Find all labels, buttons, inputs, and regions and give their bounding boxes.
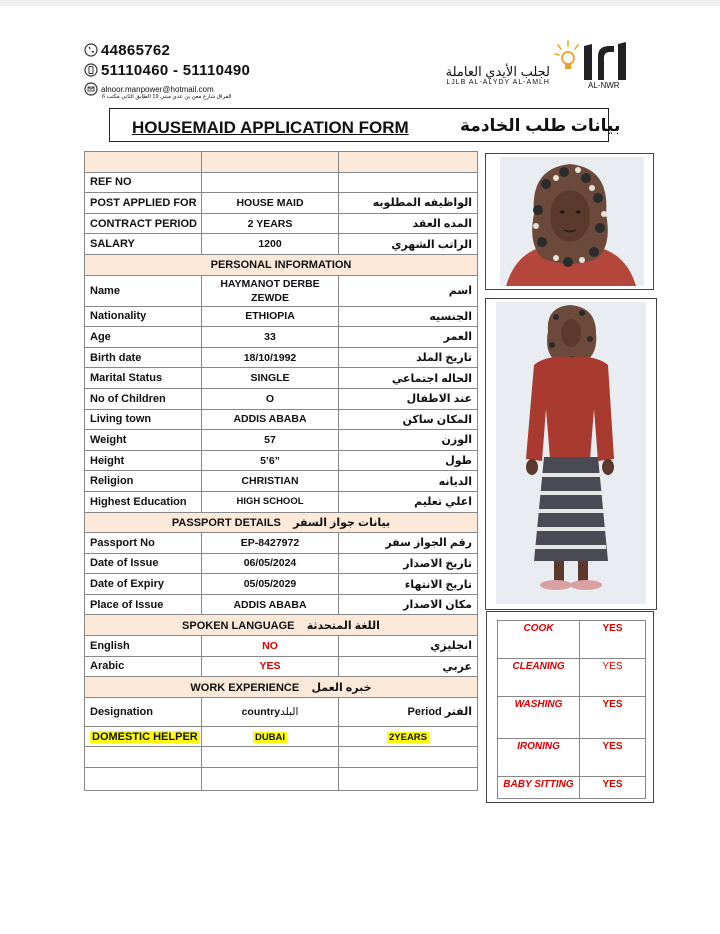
place-value: ADDIS ABABA [202,594,339,615]
contract-label: CONTRACT PERIOD [85,213,202,234]
section-header-personal [85,254,478,275]
table-row [85,409,478,430]
ref-label: REF NO [85,172,202,193]
language-heading: SPOKEN LANGUAGE [182,619,295,632]
age-value: 33 [202,327,339,348]
personal-info-heading: PERSONAL INFORMATION [85,254,478,275]
skill-value: YES [580,697,646,739]
table-top-row [85,152,478,173]
lightbulb-logo-icon [554,40,642,84]
language-heading-ar: اللغة المتحدثة [306,619,380,632]
expiry-label: Date of Expiry [85,574,202,595]
phone-secondary: 51110460 - 51110490 [101,61,251,79]
weight-label: Weight [85,430,202,451]
salary-value: 1200 [202,234,339,255]
religion-label: Religion [85,471,202,492]
email-icon [84,82,98,96]
form-title-english: HOUSEMAID APPLICATION FORM [132,118,409,137]
table-row-empty [85,747,478,768]
table-row [85,636,478,657]
table-row [85,306,478,327]
skill-name: IRONING [498,739,580,777]
marital-label-ar: الحاله اجتماعي [339,368,478,389]
skill-value: YES [580,777,646,799]
table-row [85,656,478,677]
table-row [85,347,478,368]
section-header-passport [85,512,478,533]
arabic-value: YES [202,656,339,677]
post-value: HOUSE MAID [202,193,339,214]
name-label-ar: اسم [339,275,478,306]
table-row [85,594,478,615]
english-value: NO [202,636,339,657]
name-value: HAYMANOT DERBE ZEWDE [202,275,339,306]
nationality-label-ar: الجنسيه [339,306,478,327]
passport-heading-ar: بيانات جواز السفر [293,516,391,529]
country-col-label: country [241,705,281,718]
table-row [85,533,478,554]
birth-value: 18/10/1992 [202,347,339,368]
skill-row [498,621,646,659]
town-label-ar: المكان ساكن [339,409,478,430]
place-label: Place of Issue [85,594,202,615]
designation-col-label: Designation [85,697,202,726]
issue-label-ar: تاريخ الاصدار [339,553,478,574]
top-strip [0,0,720,6]
work-country: DUBAI [254,731,286,743]
portrait-photo [485,153,654,290]
skill-name: BABY SITTING [498,777,580,799]
period-col-label: Period [407,706,442,719]
passport-no-label-ar: رقم الجواز سفر [339,533,478,554]
table-row [85,327,478,348]
salary-label-ar: الراتب الشهري [339,234,478,255]
phone-icon [84,43,98,57]
application-table [84,151,478,791]
arabic-label: Arabic [85,656,202,677]
form-title-arabic: بيانات طلب الخادمة [460,116,621,135]
height-value: 5’6” [202,450,339,471]
skill-value: YES [580,621,646,659]
table-row [85,471,478,492]
skill-row [498,659,646,697]
skills-table [497,620,646,799]
passport-no-label: Passport No [85,533,202,554]
skills-panel [486,611,654,803]
birth-label: Birth date [85,347,202,368]
work-designation: DOMESTIC HELPER [92,730,198,743]
table-row [85,213,478,234]
age-label-ar: العمر [339,327,478,348]
passport-heading: PASSPORT DETAILS [171,516,281,529]
skill-row [498,697,646,739]
table-row [85,450,478,471]
education-label: Highest Education [85,491,202,512]
post-label-ar: الواظيفه المطلوبه [339,193,478,214]
contact-block [84,40,250,100]
work-heading-ar: خبره العمل [311,681,372,694]
section-header-work [85,677,478,698]
table-row [85,491,478,512]
age-label: Age [85,327,202,348]
table-row [85,574,478,595]
phone-primary: 44865762 [101,41,171,59]
english-label-ar: انجليزي [339,636,478,657]
expiry-value: 05/05/2029 [202,574,339,595]
full-body-image [486,299,656,609]
town-value: ADDIS ABABA [202,409,339,430]
arabic-label-ar: عربي [339,656,478,677]
post-label: POST APPLIED FOR [85,193,202,214]
table-row [85,172,478,193]
name-label: Name [85,275,202,306]
contract-label-ar: المده العقد [339,213,478,234]
logo-subtitle: AL-NWR [588,81,620,90]
full-body-photo [485,298,657,610]
work-entry-row [85,726,478,747]
table-row [85,275,478,306]
table-row [85,388,478,409]
mobile-icon [84,63,98,77]
table-row [85,430,478,451]
skill-row [498,777,646,799]
contract-value: 2 YEARS [202,213,339,234]
education-value: HIGH SCHOOL [202,491,339,512]
ref-value [202,172,339,193]
children-label: No of Children [85,388,202,409]
table-row [85,193,478,214]
period-col-label-ar: الفتر [444,706,472,719]
religion-value: CHRISTIAN [202,471,339,492]
work-columns-row [85,697,478,726]
weight-label-ar: الوزن [339,430,478,451]
religion-label-ar: الديانه [339,471,478,492]
email-address: alnoor.manpower@hotmail.com [101,84,214,94]
place-label-ar: مكان الاصدار [339,594,478,615]
education-label-ar: اعلي تعليم [339,491,478,512]
town-label: Living town [85,409,202,430]
office-address: الفراق شارع معن بن عدي مبني 19 الطابق الثاني مكتب 6 [102,94,232,100]
work-heading: WORK EXPERIENCE [190,681,300,694]
portrait-image [486,154,653,289]
marital-label: Marital Status [85,368,202,389]
skill-name: COOK [498,621,580,659]
work-period: 2YEARS [388,731,427,743]
skill-row [498,739,646,777]
salary-label: SALARY [85,234,202,255]
table-row [85,553,478,574]
english-label: English [85,636,202,657]
children-label-ar: عند الاطفال [339,388,478,409]
nationality-value: ETHIOPIA [202,306,339,327]
logo-arabic-text: لجلب الأيدي العاملة [445,64,550,79]
table-row-empty [85,768,478,791]
expiry-label-ar: تاريخ الانتهاء [339,574,478,595]
marital-value: SINGLE [202,368,339,389]
form-title-box [109,108,621,142]
logo-english-text: LJLB AL-ALYDY AL-AMLH [446,79,550,86]
skill-name: WASHING [498,697,580,739]
birth-label-ar: تاريخ الملد [339,347,478,368]
issue-value: 06/05/2024 [202,553,339,574]
height-label-ar: طول [339,450,478,471]
skill-value: YES [580,739,646,777]
height-label: Height [85,450,202,471]
table-row [85,234,478,255]
weight-value: 57 [202,430,339,451]
table-row [85,368,478,389]
skill-value: YES [580,659,646,697]
issue-label: Date of Issue [85,553,202,574]
company-logo [432,40,642,90]
children-value: O [202,388,339,409]
section-header-language [85,615,478,636]
passport-no-value: EP-8427972 [202,533,339,554]
country-col-label-ar: البلد [280,705,299,718]
skill-name: CLEANING [498,659,580,697]
nationality-label: Nationality [85,306,202,327]
